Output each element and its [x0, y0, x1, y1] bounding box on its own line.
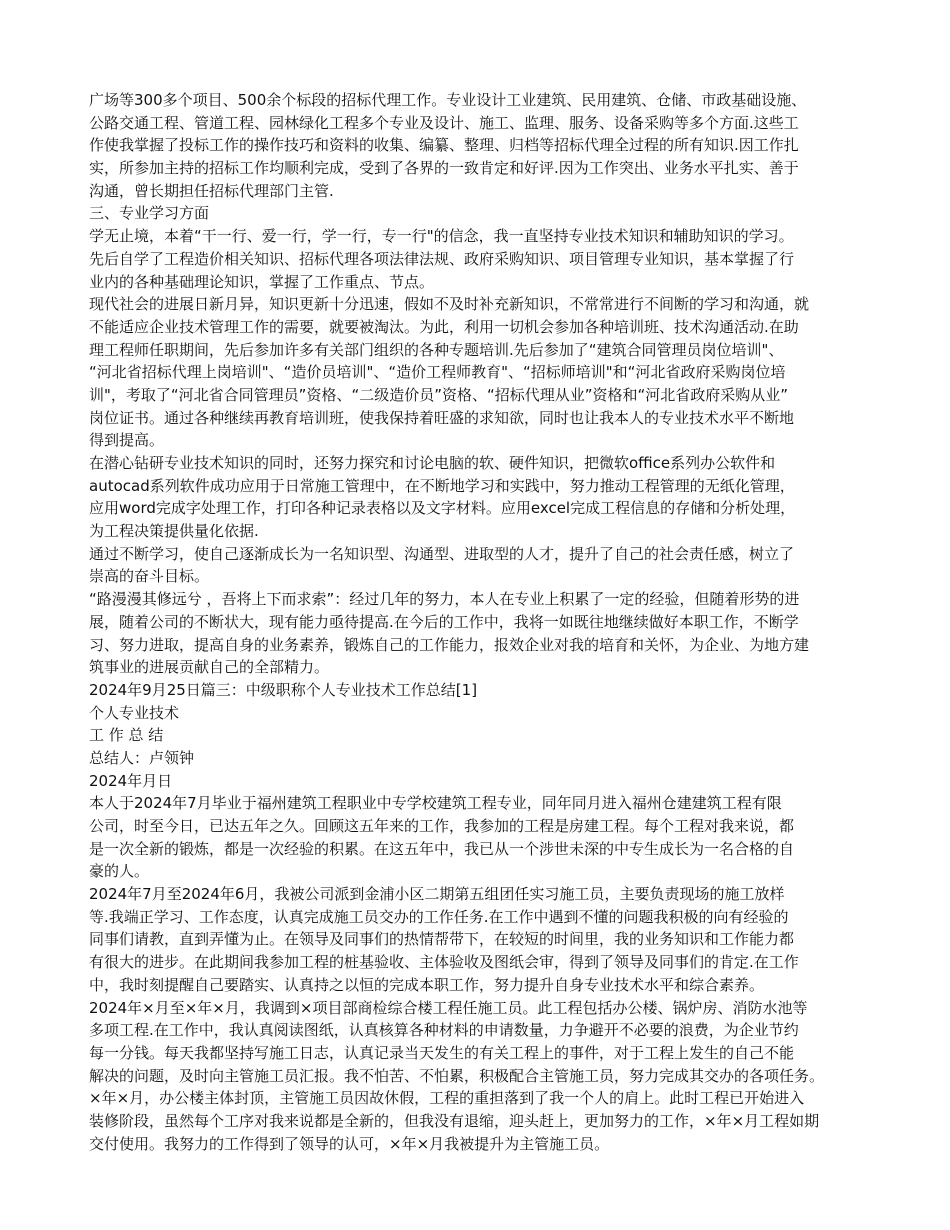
text-line: 是一次全新的锻炼，都是一次经验的积累。在这五年中，我已从一个涉世未深的中专生成长为一名合格的自: [89, 839, 795, 858]
text-line: 业内的各种基础理论知识，掌握了工作重点、节点。: [89, 272, 435, 291]
text-line: 公路交通工程、管道工程、园林绿化工程多个专业及设计、施工、监理、服务、设备采购等多个方面.这些工: [89, 113, 799, 132]
text-line: 公司，时至今日，已达五年之久。回顾这五年来的工作，我参加的工程是房建工程。每个工程对我来说，都: [89, 817, 795, 835]
text-line: 先后自学了工程造价相关知识、招标代理各项法律法规、政府采购知识、项目管理专业知识，基本掌握了行: [89, 249, 795, 268]
doc-subtitle: 个人专业技术: [89, 703, 180, 722]
text-line: 每一分钱。每天我都坚持写施工日志，认真记录当天发生的有关工程上的事件，对于工程上发生的自己不能: [89, 1043, 795, 1062]
text-line: 得到提高。: [89, 431, 165, 450]
text-line: “河北省招标代理上岗培训"、“造价员培训"、“造价工程师教育"、“招标师培训"和“河北省政府采购岗位培: [89, 363, 786, 382]
text-line: “路漫漫其修远兮 ，吾将上下而求索”：经过几年的努力，本人在专业上积累了一定的经验，但随着形势的进: [89, 590, 800, 609]
text-line: 装修阶段，虽然每个工序对我来说都是全新的，但我没有退缩，迎头赶上，更加努力的工作，×年×月工程如期: [89, 1111, 820, 1130]
text-line: [89, 1155, 869, 1178]
section-title: 2024年9月25日篇三：中级职称个人专业技术工作总结[1]: [89, 680, 478, 699]
text-line: 筑事业的进展贡献自己的全部精力。: [89, 658, 330, 677]
text-line: 展，随着公司的不断状大，现有能力亟待提高.在今后的工作中，我将一如既往地继续做好本职工作，不断学: [89, 612, 799, 631]
text-line: 崇高的奋斗目标。: [89, 567, 210, 586]
text-line: 2024年×月至×年×月，我调到×项目部商检综合楼工程任施工员。此工程包括办公楼、锅炉房、消防水池等: [89, 998, 808, 1017]
date-line: 2024年月日: [89, 771, 173, 790]
text-line: 为工程决策提供量化依据.: [89, 522, 259, 541]
text-line: 广场等300多个项目、500余个标段的招标代理工作。专业设计工业建筑、民用建筑、仓储、市政基础设施、: [89, 91, 807, 109]
text-line: 现代社会的进展日新月异，知识更新十分迅速，假如不及时补充新知识，不常常进行不间断的学习和沟通，就: [89, 295, 810, 314]
text-line: 实，所参加主持的招标工作均顺利完成，受到了各界的一致肯定和好评.因为工作突出、业务水平扎实、善于: [89, 159, 799, 178]
text-line: ×年×月，办公楼主体封顶，主管施工员因故休假，工程的重担落到了我一个人的肩上。此时工程已开始进入: [89, 1089, 805, 1108]
text-line: 多项工程.在工作中，我认真阅读图纸，认真核算各种材料的申请数量，力争避开不必要的浪费，为企业节约: [89, 1021, 799, 1040]
author-line: 总结人：卢领钟: [89, 748, 195, 767]
text-line: 在潜心钻研专业技术知识的同时，还努力探究和讨论电脑的软、硬件知识，把微软office系列办公软件和: [89, 454, 776, 472]
text-line: 2024年7月至2024年6月，我被公司派到金浦小区二期第五组团任实习施工员，主要负责现场的施工放样: [89, 885, 785, 904]
document-body: [89, 89, 869, 1178]
text-line: 交付使用。我努力的工作得到了领导的认可，×年×月我被提升为主管施工员。: [89, 1134, 610, 1153]
text-line: 不能适应企业技术管理工作的需要，就要被淘汰。为此，利用一切机会参加各种培训班、技术沟通活动.在助: [89, 317, 799, 336]
text-line: 同事们请教，直到弄懂为止。在领导及同事们的热情帮带下，在较短的时间里，我的业务知识和工作能力都: [89, 930, 795, 949]
text-line: 应用word完成字处理工作，打印各种记录表格以及文字材料。应用excel完成工程信息的存储和分析处理，: [89, 499, 796, 518]
text-line: 岗位证书。通过各种继续再教育培训班，使我保持着旺盛的求知欲，同时也让我本人的专业技术水平不断地: [89, 408, 795, 427]
doc-title: 工 作 总 结: [89, 726, 164, 745]
text-line: 沟通，曾长期担任招标代理部门主管.: [89, 181, 334, 200]
text-line: 有很大的进步。在此期间我参加工程的桩基验收、主体验收及图纸会审，得到了领导及同事们的肯定.在工作: [89, 953, 799, 972]
text-line: 学无止境，本着“干一行、爱一行，学一行，专一行"的信念，我一直坚持专业技术知识和辅助知识的学习。: [89, 227, 794, 246]
text-line: 理工程师任职期间，先后参加许多有关部门组织的各种专题培训.先后参加了“建筑合同管理员岗位培训"、: [89, 340, 784, 359]
text-line: 通过不断学习，使自己逐渐成长为一名知识型、沟通型、进取型的人才，提升了自己的社会责任感，树立了: [89, 544, 795, 563]
text-line: 等.我端正学习、工作态度，认真完成施工员交办的工作任务.在工作中遇到不懂的问题我积极的向有经验的: [89, 907, 789, 926]
text-line: 本人于2024年7月毕业于福州建筑工程职业中专学校建筑工程专业，同年同月进入福州仓建建筑工程有限: [89, 794, 782, 813]
text-line: 中，我时刻提醒自己要踏实、认真持之以恒的完成本职工作，努力提升自身专业技术水平和综合素养。: [89, 975, 765, 994]
text-line: 豪的人。: [89, 862, 150, 881]
text-line: 作使我掌握了投标工作的操作技巧和资料的收集、编纂、整理、归档等招标代理全过程的所有知识.因工作扎: [89, 136, 799, 155]
text-line: 习、努力进取，提高自身的业务素养，锻炼自己的工作能力，报效企业对我的培育和关怀，为企业、为地方建: [89, 635, 810, 654]
section-heading: 三、专业学习方面: [89, 204, 210, 223]
text-line: autocad系列软件成功应用于日常施工管理中，在不断地学习和实践中，努力推动工程管理的无纸化管理，: [89, 476, 795, 495]
text-line: 训"，考取了“河北省合同管理员”资格、“二级造价员”资格、“招标代理从业”资格和“河北省政府采购从业”: [89, 385, 789, 404]
text-line: 解决的问题，及时向主管施工员汇报。我不怕苦、不怕累，积极配合主管施工员，努力完成其交办的各项任务。: [89, 1066, 825, 1085]
